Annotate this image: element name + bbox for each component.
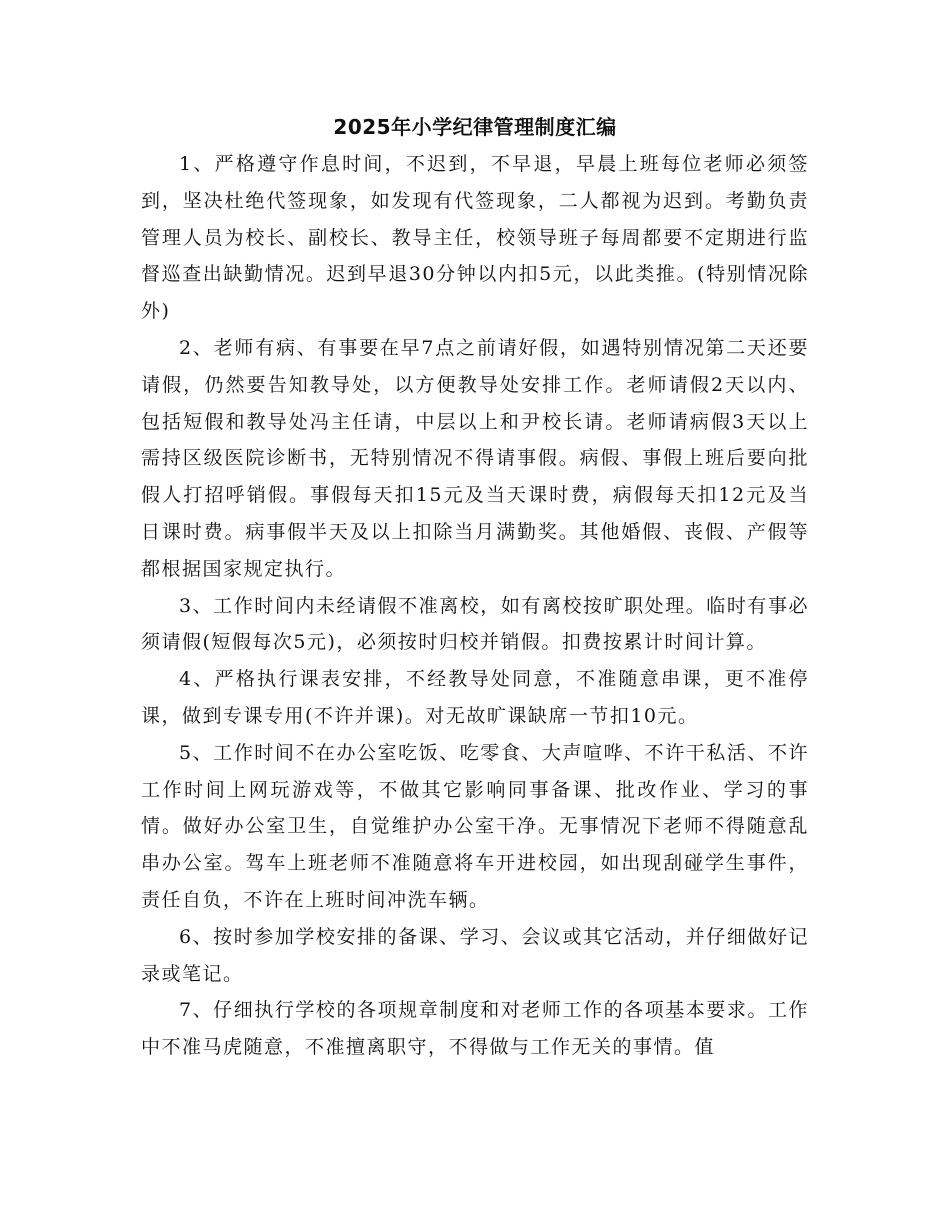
paragraph-rule-6: 6、按时参加学校安排的备课、学习、会议或其它活动，并仔细做好记录或笔记。 (141, 925, 809, 985)
paragraph-rule-4: 4、严格执行课表安排，不经教导处同意，不准随意串课，更不准停课，做到专课专用(不许并课)。对无故旷课缺席一节扣10元。 (141, 668, 809, 727)
paragraph-rule-5: 5、工作时间不在办公室吃饭、吃零食、大声喧哗、不许干私活、不许工作时间上网玩游戏等，不做其它影响同事备课、批改作业、学习的事情。做好办公室卫生，自觉维护办公室干净。无事情况下老师不得随意乱串办公室。驾车上班老师不准随意将车开进校园，如出现刮碰学生事件，责任自负，不许在上班时间冲洗车辆。 (141, 741, 809, 911)
document-title: 2025年小学纪律管理制度汇编 (333, 115, 617, 139)
paragraph-rule-3: 3、工作时间内未经请假不准离校，如有离校按旷职处理。临时有事必须请假(短假每次5元)，必须按时归校并销假。扣费按累计时间计算。 (141, 594, 809, 654)
paragraph-rule-2: 2、老师有病、有事要在早7点之前请好假，如遇特别情况第二天还要请假，仍然要告知教导处，以方便教导处安排工作。老师请假2天以内、包括短假和教导处冯主任请，中层以上和尹校长请。老师请病假3天以上需持区级医院诊断书，无特别情况不得请事假。病假、事假上班后要向批假人打招呼销假。事假每天扣15元及当天课时费，病假每天扣12元及当日课时费。病事假半天及以上扣除当月满勤奖。其他婚假、丧假、产假等都根据国家规定执行。 (141, 336, 809, 580)
paragraph-rule-1: 1、严格遵守作息时间，不迟到，不早退，早晨上班每位老师必须签到，坚决杜绝代签现象，如发现有代签现象，二人都视为迟到。考勤负责管理人员为校长、副校长、教导主任，校领导班子每周都要不定期进行监督巡查出缺勤情况。迟到早退30分钟以内扣5元，以此类推。(特别情况除外) (141, 153, 809, 323)
document-page (141, 108, 809, 1066)
paragraph-rule-7: 7、仔细执行学校的各项规章制度和对老师工作的各项基本要求。工作中不准马虎随意，不准擅离职守，不得做与工作无关的事情。值 (141, 999, 809, 1059)
